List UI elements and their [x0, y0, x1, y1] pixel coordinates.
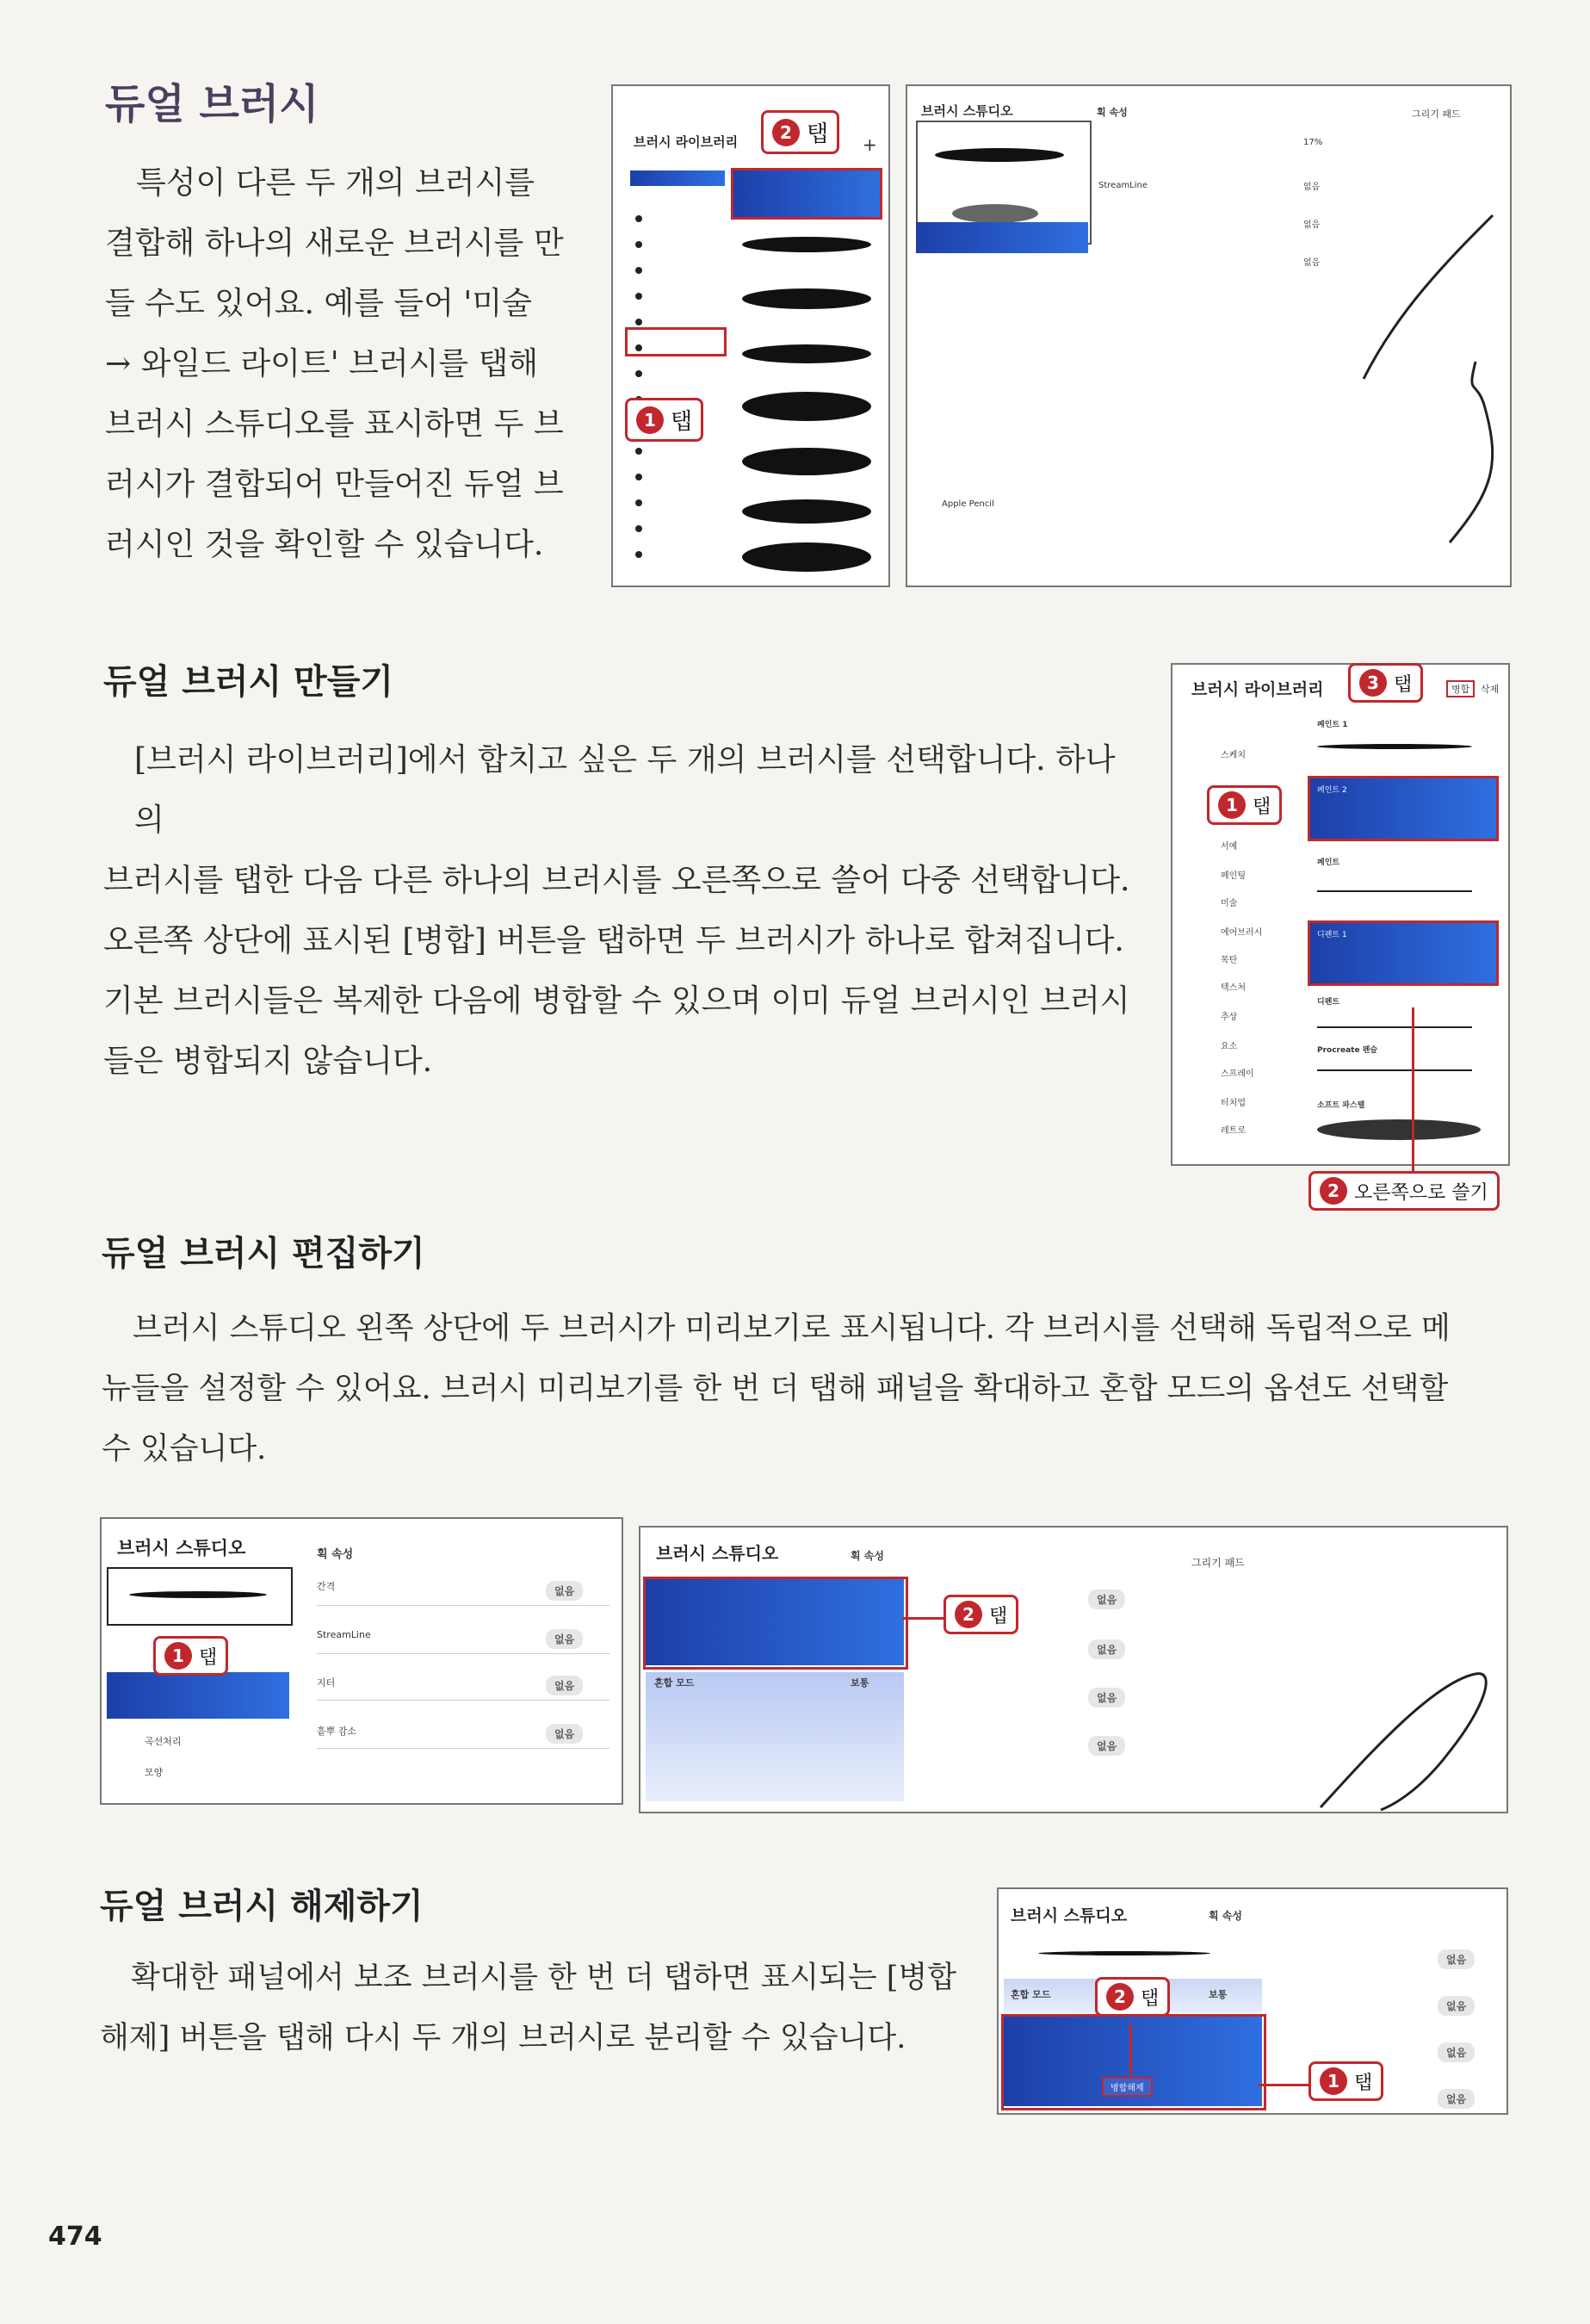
brush-name: 페인트 2 — [1317, 786, 1347, 795]
blend-mode-label: 혼합 모드 — [1011, 1989, 1051, 2000]
section-title-dual-brush: 듀얼 브러시 — [105, 80, 319, 128]
section2-paragraph — [103, 730, 1136, 1092]
category-icon[interactable] — [635, 267, 642, 274]
figure-unmerge — [997, 1887, 1508, 2115]
prop-value[interactable]: 없음 — [1438, 1996, 1475, 2016]
draw-pad-link[interactable]: 그리기 패드 — [1191, 1557, 1245, 1569]
category-icon[interactable] — [635, 499, 642, 506]
prop-value[interactable]: 없음 — [1088, 1590, 1125, 1609]
para-line: 브러시 스튜디오 왼쪽 상단에 두 브러시가 미리보기로 표시됩니다. 각 브러시를 선택해 독립적으로 메 — [133, 1311, 1451, 1346]
section-title-edit-dual-brush: 듀얼 브러시 편집하기 — [102, 1234, 425, 1274]
connector-line — [1259, 2084, 1310, 2086]
draw-pad-link[interactable]: 그리기 패드 — [1412, 108, 1461, 120]
brush-stroke — [742, 392, 871, 421]
prop-label: 흩뿌 감소 — [317, 1726, 357, 1737]
figure-brush-studio — [906, 84, 1512, 587]
sketch-stroke — [1312, 1657, 1501, 1812]
prop-label: StreamLine — [317, 1629, 371, 1640]
para-line: 들 수도 있어요. 예를 들어 '미술 — [105, 286, 532, 321]
category-item[interactable]: 레트로 — [1221, 1126, 1246, 1136]
prop-value[interactable]: 없음 — [1438, 1949, 1475, 1969]
category-item[interactable]: 서예 — [1221, 842, 1238, 852]
para-line: 해제] 버튼을 탭해 다시 두 개의 브러시로 분리할 수 있습니다. — [100, 2021, 906, 2055]
stroke-props-title: 획 속성 — [851, 1550, 884, 1562]
brush-stroke — [742, 237, 871, 252]
callout-tap-2: 2 탭 — [761, 110, 839, 154]
callout-tap-3: 3 탭 — [1348, 663, 1423, 703]
figure-expanded-panel — [639, 1526, 1508, 1813]
expanded-preview-highlight — [643, 1577, 908, 1670]
figure-merge-library — [1171, 663, 1510, 1166]
brush-stroke — [742, 448, 871, 475]
prop-value[interactable]: 없음 — [1088, 1688, 1125, 1707]
section-title-unmerge-dual-brush: 듀얼 브러시 해제하기 — [100, 1887, 424, 1926]
brush-stroke — [742, 344, 871, 363]
prop-label: 지터 — [317, 1677, 336, 1689]
brush-studio-selected[interactable] — [916, 222, 1088, 253]
prop-value[interactable]: 없음 — [546, 1724, 583, 1744]
selected-category — [630, 170, 725, 186]
page-number: 474 — [48, 2222, 102, 2252]
brush-stroke — [1317, 1119, 1481, 1140]
unmerge-button[interactable]: 병합해제 — [1102, 2077, 1153, 2097]
category-icon[interactable] — [635, 293, 642, 300]
category-item[interactable]: 에어브러시 — [1221, 928, 1263, 938]
category-item[interactable]: 요소 — [1221, 1042, 1238, 1051]
callout-tap-1: 1 탭 — [625, 398, 703, 442]
brush-stroke — [742, 288, 871, 309]
brush-stroke — [1317, 890, 1472, 892]
callout-tap-2c: 2 탭 — [1095, 1977, 1170, 2017]
sketch-stroke — [1346, 207, 1501, 551]
prop-value[interactable]: 없음 — [546, 1581, 583, 1601]
callout-tap-1c: 1 탭 — [153, 1636, 228, 1676]
brush-name: 디펜트 1 — [1317, 931, 1347, 939]
merge-button[interactable]: 병합 — [1446, 680, 1475, 697]
prop-value[interactable]: 없음 — [1438, 2089, 1475, 2109]
studio-title: 브러시 스튜디오 — [1011, 1906, 1128, 1925]
para-line: 기본 브러시들은 복제한 다음에 병합할 수 있으며 이미 듀얼 브러시인 브러시 — [103, 983, 1130, 1019]
category-item[interactable]: 터치업 — [1221, 1099, 1246, 1108]
category-icon[interactable] — [635, 525, 642, 532]
brush-preview-primary[interactable] — [107, 1567, 293, 1626]
callout-swipe-right: 2 오른쪽으로 쓸기 — [1309, 1171, 1500, 1211]
category-icon[interactable] — [635, 241, 642, 248]
stroke-props-title: 획 속성 — [317, 1548, 354, 1561]
connector-line — [902, 1617, 945, 1620]
category-item[interactable]: 미술 — [1221, 899, 1238, 908]
menu-item[interactable]: 곡선처리 — [145, 1736, 182, 1747]
para-line: → 와일드 라이트' 브러시를 탭해 — [105, 346, 539, 381]
stroke-props-title: 획 속성 — [1097, 107, 1128, 118]
brush-stroke — [1317, 744, 1472, 749]
callout-tap-1b: 1 탭 — [1207, 785, 1282, 825]
prop-value[interactable]: 없음 — [1438, 2042, 1475, 2062]
category-icon[interactable] — [635, 448, 642, 455]
para-line: 뉴들을 설정할 수 있어요. 브러시 미리보기를 한 번 더 탭해 패널을 확대하고 혼합 모드의 옵션도 선택할 — [102, 1372, 1449, 1406]
category-item[interactable]: 스케치 — [1221, 751, 1246, 760]
prop-value: 17% — [1303, 138, 1323, 147]
category-art-highlight[interactable] — [625, 327, 727, 356]
prop-value[interactable]: 없음 — [546, 1676, 583, 1695]
category-item[interactable]: 텍스처 — [1221, 983, 1246, 993]
brush-stroke — [742, 499, 871, 524]
section-title-make-dual-brush: 듀얼 브러시 만들기 — [103, 662, 393, 702]
blend-mode-label: 혼합 모드 — [654, 1677, 695, 1689]
apple-pencil-label[interactable]: Apple Pencil — [942, 499, 994, 509]
library-title: 브러시 라이브러리 — [1191, 680, 1324, 699]
category-item[interactable]: 목탄 — [1221, 956, 1238, 965]
brush-stroke — [1317, 1069, 1472, 1071]
callout-tap-2b: 2 탭 — [943, 1595, 1018, 1634]
para-line: 특성이 다른 두 개의 브러시를 — [136, 165, 535, 201]
connector-line — [1129, 2023, 1132, 2075]
brush-preview-secondary[interactable] — [107, 1672, 289, 1719]
category-icon[interactable] — [635, 551, 642, 558]
figure-brush-library — [611, 84, 890, 587]
para-line: 결합해 하나의 새로운 브러시를 만 — [105, 226, 564, 261]
blend-mode-value[interactable]: 보통 — [1209, 1989, 1228, 2000]
prop-label: 간격 — [317, 1581, 336, 1592]
para-line: 확대한 패널에서 보조 브러시를 한 번 더 탭하면 표시되는 [병합 — [131, 1961, 957, 1995]
brush-name: 페인트 — [1317, 858, 1340, 867]
prop-value: 없음 — [1303, 183, 1321, 192]
menu-item[interactable]: 모양 — [145, 1767, 164, 1778]
studio-title: 브러시 스튜디오 — [921, 103, 1013, 119]
category-item[interactable]: 페인팅 — [1221, 871, 1246, 881]
prop-value[interactable]: 없음 — [1088, 1736, 1125, 1756]
studio-title: 브러시 스튜디오 — [656, 1543, 779, 1564]
brush-name: 페인트 1 — [1317, 721, 1348, 729]
prop-value: 없음 — [1303, 258, 1321, 268]
category-icon[interactable] — [635, 474, 642, 480]
para-line: 브러시를 탭한 다음 다른 하나의 브러시를 오른쪽으로 쓸어 다중 선택합니다. — [103, 863, 1130, 898]
prop-value: 없음 — [1303, 220, 1321, 230]
prop-value[interactable]: 없음 — [1088, 1639, 1125, 1659]
para-line: [브러시 라이브러리]에서 합치고 싶은 두 개의 브러시를 선택합니다. 하나의 — [134, 742, 1116, 838]
para-line: 러시가 결합되어 만들어진 듀얼 브 — [105, 467, 564, 502]
para-line: 오른쪽 상단에 표시된 [병합] 버튼을 탭하면 두 브러시가 하나로 합쳐집니다. — [103, 923, 1124, 958]
blend-mode-value[interactable]: 보통 — [851, 1677, 869, 1689]
delete-button[interactable]: 삭제 — [1481, 684, 1500, 695]
category-item[interactable]: 추상 — [1221, 1013, 1238, 1022]
category-icon[interactable] — [635, 215, 642, 222]
brush-stroke — [742, 542, 871, 572]
section1-paragraph — [105, 153, 587, 575]
para-line: 브러시 스튜디오를 표시하면 두 브 — [105, 406, 564, 442]
connector-line — [1412, 1007, 1414, 1197]
streamline-label: StreamLine — [1098, 181, 1148, 190]
category-icon[interactable] — [635, 319, 642, 325]
studio-title: 브러시 스튜디오 — [117, 1538, 246, 1559]
brush-stroke — [1317, 1026, 1472, 1028]
brush-name: 디펜트 — [1317, 998, 1340, 1007]
para-line: 들은 병합되지 않습니다. — [103, 1044, 433, 1079]
brush-name: 소프트 파스텔 — [1317, 1101, 1365, 1110]
library-title: 브러시 라이브러리 — [634, 134, 739, 150]
prop-value[interactable]: 없음 — [546, 1629, 583, 1649]
section4-paragraph — [100, 1948, 1004, 2068]
stroke-props-title: 획 속성 — [1209, 1910, 1242, 1922]
brush-name: Procreate 펜슬 — [1317, 1046, 1378, 1055]
preview-primary[interactable] — [1004, 1925, 1262, 1977]
section3-paragraph — [102, 1298, 1522, 1479]
para-line: 러시인 것을 확인할 수 있습니다. — [105, 527, 544, 562]
plus-icon[interactable]: + — [863, 134, 877, 155]
para-line: 수 있습니다. — [102, 1432, 267, 1466]
category-item[interactable]: 스프레이 — [1221, 1069, 1254, 1079]
selected-brush-highlight — [731, 168, 882, 220]
blend-panel — [646, 1672, 904, 1801]
category-icon[interactable] — [635, 370, 642, 377]
callout-tap-1d: 1 탭 — [1309, 2061, 1383, 2101]
